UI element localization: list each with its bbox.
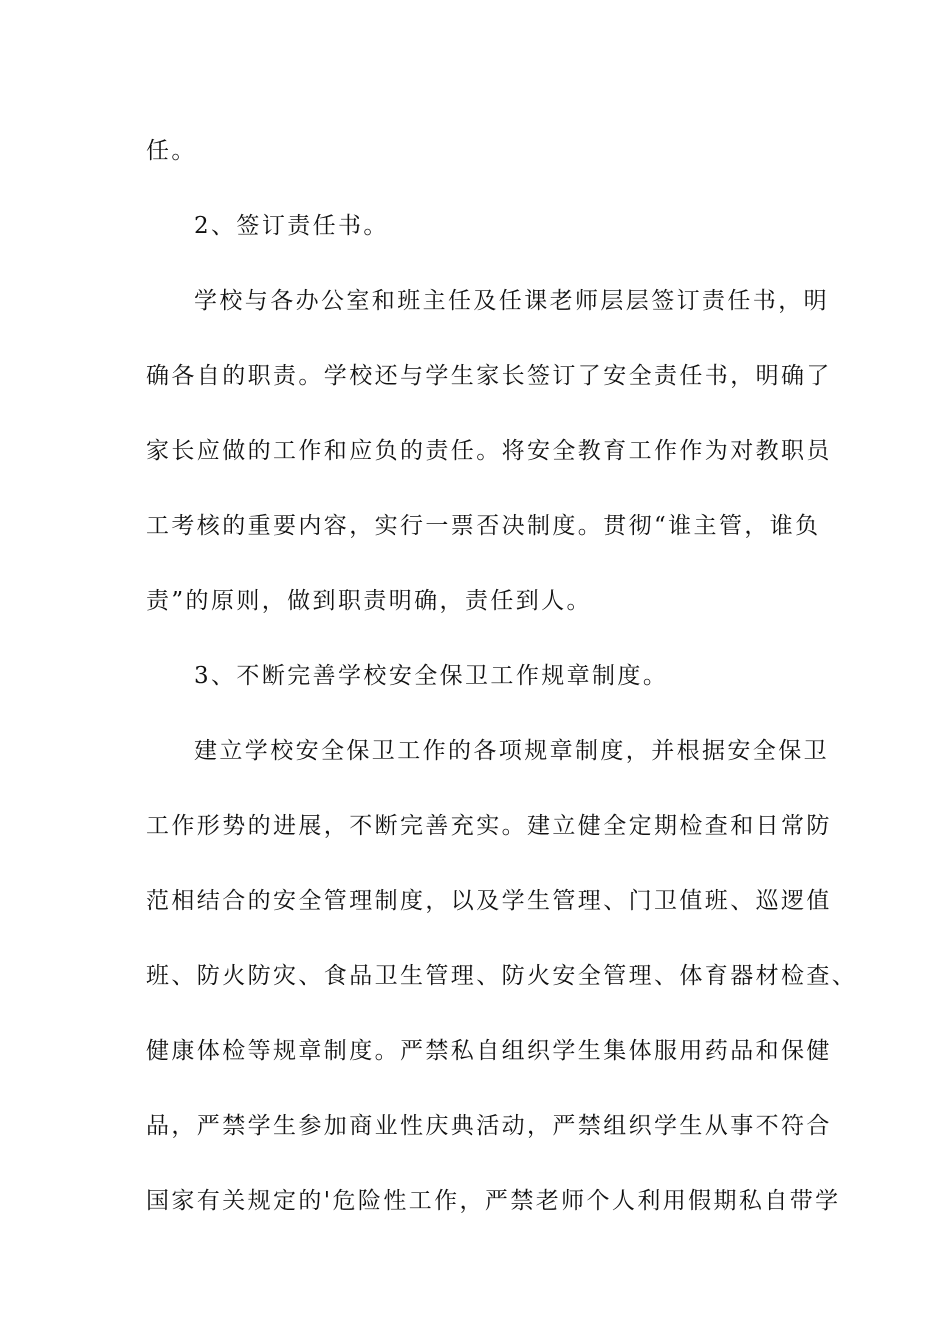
section-heading: 2、签订责任书。 [194, 213, 389, 239]
section-heading: 3、不断完善学校安全保卫工作规章制度。 [194, 663, 669, 689]
text-line: 确各自的职责。学校还与学生家长签订了安全责任书，明确了 [146, 363, 832, 389]
text-line: 班、防火防灾、食品卫生管理、防火安全管理、体育器材检查、 [146, 963, 858, 989]
text-line: 责”的原则，做到职责明确，责任到人。 [146, 588, 592, 614]
text-line: 范相结合的安全管理制度，以及学生管理、门卫值班、巡逻值 [146, 888, 832, 914]
text-line: 任。 [146, 138, 197, 164]
text-line: 品，严禁学生参加商业性庆典活动，严禁组织学生从事不符合 [146, 1113, 832, 1139]
text-line: 家长应做的工作和应负的责任。将安全教育工作作为对教职员 [146, 438, 832, 464]
text-line: 国家有关规定的'危险性工作，严禁老师个人利用假期私自带学 [146, 1188, 841, 1214]
text-line: 工作形势的进展，不断完善充实。建立健全定期检查和日常防 [146, 813, 832, 839]
text-line: 健康体检等规章制度。严禁私自组织学生集体服用药品和保健 [146, 1038, 832, 1064]
text-line: 工考核的重要内容，实行一票否决制度。贯彻“谁主管，谁负 [146, 513, 821, 539]
text-line: 建立学校安全保卫工作的各项规章制度，并根据安全保卫 [194, 738, 829, 764]
text-line: 学校与各办公室和班主任及任课老师层层签订责任书，明 [194, 288, 829, 314]
